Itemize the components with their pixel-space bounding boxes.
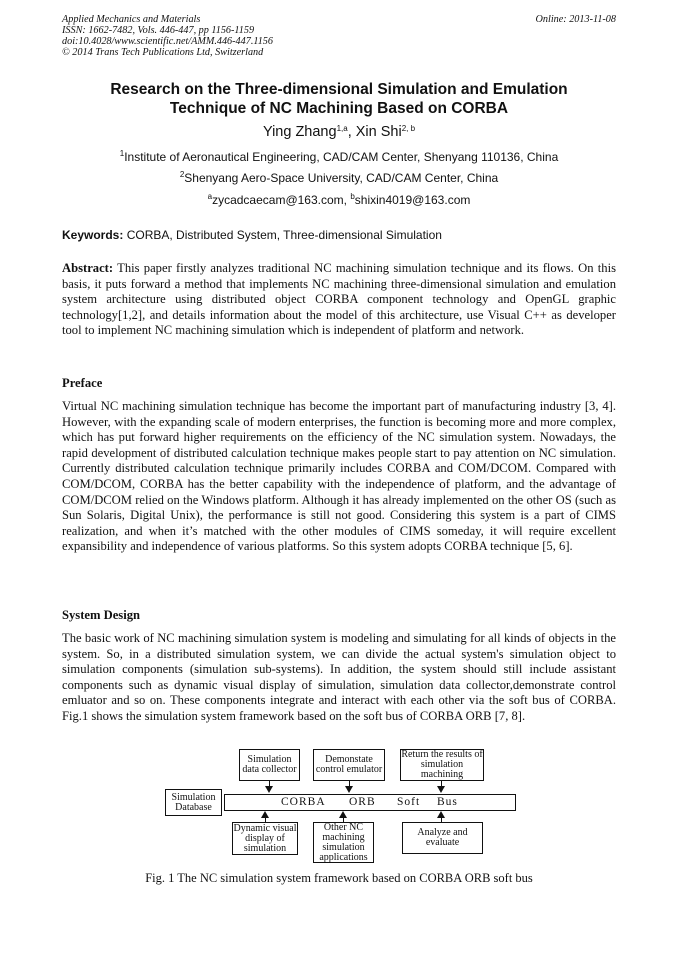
- affiliation-2: [62, 171, 616, 185]
- arrow-down-icon: [437, 786, 445, 793]
- affiliation-1: [62, 150, 616, 164]
- figure-caption: Fig. 1 The NC simulation system framework based on CORBA ORB soft bus: [145, 871, 533, 885]
- email-b: shixin4019@163.com: [354, 193, 471, 207]
- affiliation-1-mark: 1: [119, 149, 125, 158]
- box-return-results: Return the results of simulation machining: [401, 749, 483, 780]
- author-list: [62, 124, 616, 140]
- preface-text: Virtual NC machining simulation technique has become the important part of manufacturing industry [3, 4]. However, with the expanding scale of modern enterprises, the function is becoming more and more complex, which has put forward higher requirements on the efficiency of the NC simulation system. Nowadays, the rapid development of distributed calculation technique makes people start to pay attention on NC simulation. Currently distributed calculation technique primarily includes CORBA and COM/DCOM. Compared with COM/DCOM, CORBA has the better capability with the independence of platform, and the advantage of COM/DCOM relied on the Windows platform. Although it has already implemented on the other OS (such as Sun Solaris, Digital Unix), the performance is still not good. Considering this system is a part of CIMS realization, and when it’s matched with the other modules of CIMS someday, it will require excellent expansibility and independence of various platforms. So this system adopts CORBA technique [5, 6].: [62, 399, 616, 554]
- keywords-label: Keywords:: [62, 228, 124, 242]
- box-other-nc-applications: Other NC machining simulation applications: [313, 822, 374, 863]
- box-demonstrate-control-emulator: Demonstate control emulator: [313, 749, 385, 781]
- affiliation-2-mark: 2: [179, 170, 185, 179]
- title-line-1: Research on the Three-dimensional Simulation and Emulation: [110, 81, 568, 98]
- author-1-affil: 1,a: [336, 124, 348, 133]
- box-simulation-data-collector: Simulation data collector: [239, 749, 300, 781]
- emails: [62, 193, 616, 207]
- author-1: Ying Zhang: [262, 124, 337, 140]
- copyright: © 2014 Trans Tech Publications Ltd, Switzerland: [62, 47, 264, 58]
- arrow-down-icon: [345, 786, 353, 793]
- title-line-2: Technique of NC Machining Based on CORBA: [169, 100, 509, 117]
- system-design-heading: System Design: [62, 608, 141, 622]
- issn: ISSN: 1662-7482, Vols. 446-447, pp 1156-1159: [62, 25, 255, 36]
- abstract-label: Abstract:: [62, 261, 114, 275]
- system-design-text: The basic work of NC machining simulation system is modeling and simulating for all kinds of objects in the system. So, in a distributed simulation system, we can divide the actual system's simulation object to simulation components (simulation sub-systems). In addition, the system should still include assistant components such as dynamic visual display of simulation, simulation data collector,demonstrate control emluator and so on. These components integrate and interact with each other via the soft bus of CORBA. Fig.1 shows the simulation system framework based on the soft bus of CORBA ORB [7, 8].: [62, 631, 616, 723]
- journal-name: Applied Mechanics and Materials: [62, 14, 201, 25]
- corba-orb-soft-bus: [224, 794, 516, 811]
- keywords-text: CORBA, Distributed System, Three-dimensional Simulation: [123, 228, 442, 242]
- email-a: zycadcaecam@163.com,: [212, 193, 351, 207]
- doi: doi:10.4028/www.scientific.net/AMM.446-447.1156: [62, 36, 273, 47]
- affiliation-2-text: Shenyang Aero-Space University, CAD/CAM Center, China: [184, 171, 499, 185]
- arrow-down-icon: [265, 786, 273, 793]
- email-b-mark: b: [350, 192, 355, 201]
- abstract-text: This paper firstly analyzes traditional NC machining simulation technique and its flows. On this basis, it puts forward a method that implements NC machining three-dimensional simulation and emulation system architecture using distributed object CORBA component technology and OpenGL graphic technology[1,2], and details information about the model of this architecture, use Visual C++ as developer tool to implement NC machining simulation which is independent of platform and network.: [62, 261, 616, 338]
- email-a-mark: a: [207, 192, 213, 201]
- abstract: [62, 261, 616, 339]
- bus-label-bus: Bus: [437, 796, 458, 808]
- author-2-affil: 2, b: [401, 124, 416, 133]
- box-simulation-database: Simulation Database: [165, 789, 222, 816]
- box-dynamic-visual-display: Dynamic visual display of simulation: [233, 822, 297, 854]
- affiliation-1-text: Institute of Aeronautical Engineering, CAD/CAM Center, Shenyang 110136, China: [124, 150, 559, 164]
- bus-label-soft: Soft: [397, 796, 421, 808]
- paper-title: [62, 80, 616, 118]
- author-2: Xin Shi: [355, 124, 402, 140]
- online-date: Online: 2013-11-08: [535, 14, 616, 25]
- preface-heading: Preface: [62, 376, 103, 390]
- keywords: [62, 228, 616, 242]
- bus-label-corba: CORBA: [281, 796, 326, 808]
- bus-label-orb: ORB: [349, 796, 376, 808]
- journal-header: [62, 14, 616, 58]
- box-analyze-evaluate: Analyze and evaluate: [402, 822, 483, 854]
- author-separator: ,: [347, 124, 356, 140]
